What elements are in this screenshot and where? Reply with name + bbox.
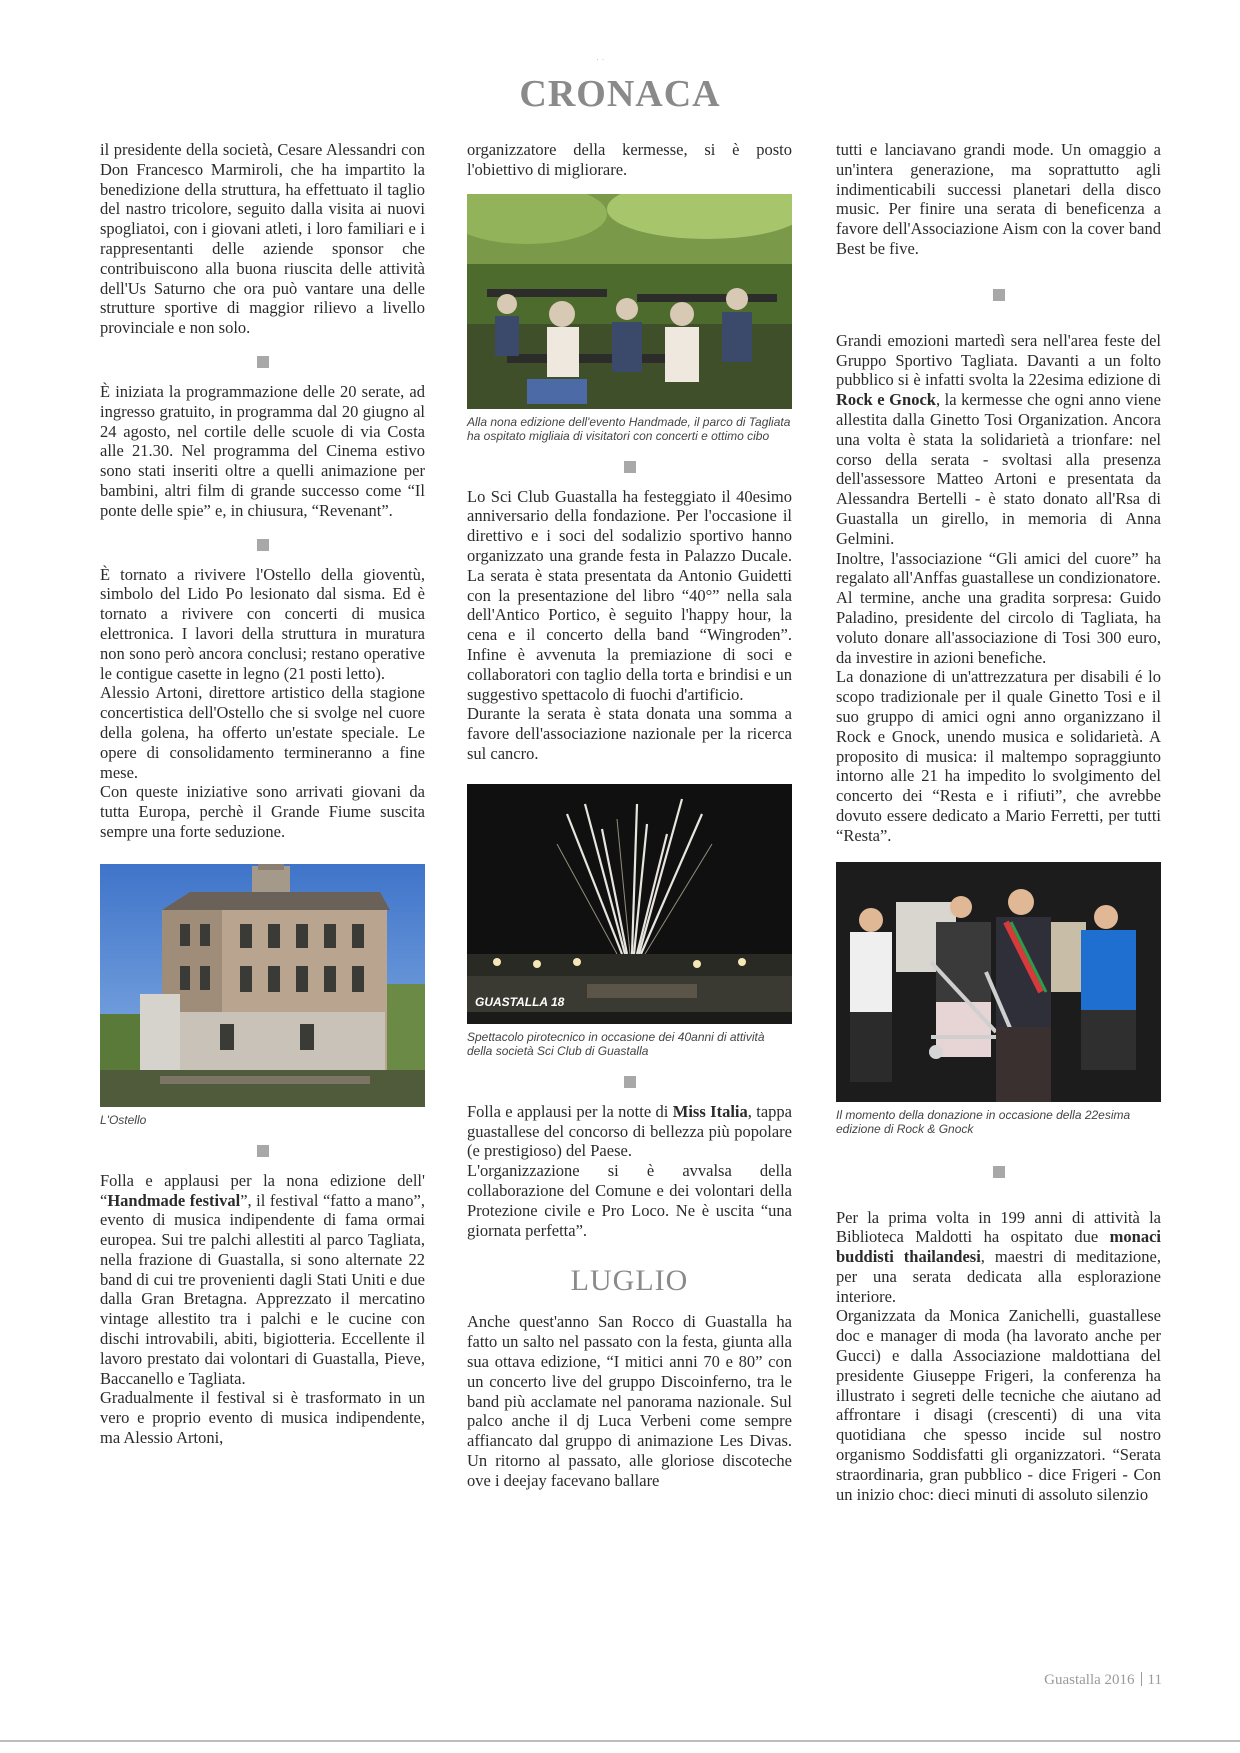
donation-group-image xyxy=(836,862,1161,1102)
article-paragraph: il presidente della società, Cesare Alessandri con Don Francesco Marmiroli, che ha impartito la benedizione della struttura, ha effettuato il taglio del nastro tricolore, seguito dalla visita ai nuovi spogliatoi, con i giovani atleti, i loro familiari e i rappresentanti delle aziende sponsor che contribuiscono alla buona riuscita delle attività dell'Us Saturno che ora può vantare una delle strutture sportive di maggior rilievo a livello provinciale e non solo. xyxy=(100,140,425,338)
column-3 xyxy=(836,140,1161,1504)
article-paragraph: È tornato a rivivere l'Ostello della gioventù, simbolo del Lido Po lesionato dal sisma. Ed è tornato a rivivere con concerti di musica elettronica. I lavori della struttura in muratura non sono però ancora conclusi; restano operative le contigue casette in legno (21 posti letto). xyxy=(100,564,425,683)
photo-caption: Il momento della donazione in occasione della 22esima edizione di Rock & Gnock xyxy=(836,1107,1131,1136)
highlight-name: Handmade festival xyxy=(107,1190,241,1210)
text-run: ”, il festival “fatto a mano”, evento di musica indipendente di fama ormai europea. Sui tre palchi allestiti al parco Tagliata, nella frazione di Guastalla, si sono alternate 22 band di cui tre provenienti dagli Stati Uniti e due dalla Gran Bretagna. Apprezzato il mercatino vintage allestito tra i palchi e le cucine con dischi introvabili, abiti, bigiotteria. Eccellente il lavoro prestato dai volontari di Guastalla, Pieve, Baccanello e Tagliata. xyxy=(100,1190,425,1388)
highlight-name: Miss Italia xyxy=(672,1101,748,1121)
photo-handmade-festival xyxy=(467,194,792,409)
photo-rock-gnock-donation xyxy=(836,862,1161,1102)
article-paragraph: La donazione di un'attrezzatura per disabili é lo scopo tradizionale per il quale Ginetto Tosi e il suo gruppo di amici ogni anno organizzano il Rock e Gnock, unendo musica e solidarietà. A proposito di musica: il maltempo sopraggiunto intorno alle 21 ha impedito lo svolgimento del concerto dei “Resta e i rifiuti”, che avrebbe dovuto essere dedicato a Mario Ferretti, per tutti “Resta”. xyxy=(836,667,1161,845)
column-1 xyxy=(100,140,425,1448)
article-paragraph: L'organizzazione si è avvalsa della collaborazione del Comune e dei volontari della Protezione civile e Pro Loco. Ne è uscita “una giornata perfetta”. xyxy=(467,1161,792,1240)
article-paragraph xyxy=(100,1171,425,1389)
section-separator xyxy=(993,289,1005,301)
section-title: CRONACA xyxy=(519,73,721,115)
column-2 xyxy=(467,140,792,1491)
article-paragraph: Alessio Artoni, direttore artistico della stagione concertistica dell'Ostello che si svolge nel cuore della golena, ha offerto un'estate speciale. Le opere di consolidamento termineranno a fine mese. xyxy=(100,683,425,782)
article-paragraph: Gradualmente il festival si è trasformato in un vero e proprio evento di musica indipendente, ma Alessio Artoni, xyxy=(100,1388,425,1448)
article-paragraph: tutti e lanciavano grandi mode. Un omaggio a un'intera generazione, ma soprattutto agli indimenticabili successi planetari della disco music. Per finire una serata di beneficenza a favore dell'Associazione Aism con la cover band Best be five. xyxy=(836,140,1161,258)
text-run: , tappa guastallese del concorso di bellezza più popolare (e prestigioso) del Paese. xyxy=(467,1101,792,1161)
fireworks-image xyxy=(467,784,792,1024)
article-paragraph: Organizzata da Monica Zanichelli, guastallese doc e manager di moda (ha lavorato anche per Gucci) e dalla Associazione maldottiana del presidente Giuseppe Frigeri, la conferenza ha illustrato i segreti delle tecniche che aiutano ad affrontare i disagi (crescenti) di una vita quotidiana che spesso incide sul nostro organismo Soddisfatti gli organizzatori. “Serata straordinaria, gran pubblico - dice Frigeri - Con un inizio choc: dieci minuti di assoluto silenzio xyxy=(836,1306,1161,1504)
photo-ostello xyxy=(100,864,425,1107)
photo-overlay-text: GUASTALLA 18 xyxy=(475,994,565,1009)
ostello-building-image xyxy=(100,864,425,1107)
article-paragraph: Durante la serata è stata donata una somma a favore dell'associazione nazionale per la ricerca sul cancro. xyxy=(467,704,792,763)
text-run: , la kermesse che ogni anno viene allestita dalla Ginetto Tosi Organization. Ancora una volta è stata la solidarietà a trionfare: nel corso della serata - svoltasi alla presenza dell'assessore Matteo Artoni e presentata da Alessandra Bertelli - è stato donato all'Rsa di Guastalla un girello, in memoria di Anna Gelmini. xyxy=(836,390,1161,548)
section-separator xyxy=(624,461,636,473)
page-mark: · · xyxy=(596,54,605,64)
scan-edge-line xyxy=(0,1740,1240,1742)
article-paragraph: Inoltre, l'associazione “Gli amici del cuore” ha regalato all'Anffas guastallese un condizionatore. xyxy=(836,548,1161,588)
month-subheading: LUGLIO xyxy=(570,1264,689,1298)
highlight-name: Rock e Gnock xyxy=(836,390,936,410)
page-footer xyxy=(1044,1672,1162,1689)
section-separator xyxy=(257,356,269,368)
highlight-name: monaci buddisti thailandesi xyxy=(836,1227,1161,1267)
section-separator xyxy=(624,1076,636,1088)
article-paragraph: Al termine, anche una gradita sorpresa: Guido Paladino, presidente del circolo di Tagliata, ha voluto donare all'associazione di Tosi 300 euro, da investire in azioni benefiche. xyxy=(836,588,1161,667)
photo-caption: Alla nona edizione dell'evento Handmade, il parco di Tagliata ha ospitato migliaia di visitatori con concerti e ottimo cibo xyxy=(467,414,791,443)
section-separator xyxy=(257,539,269,551)
section-separator xyxy=(257,1145,269,1157)
footer-divider xyxy=(1141,1672,1142,1686)
photo-caption: L'Ostello xyxy=(100,1112,147,1127)
article-paragraph xyxy=(467,1102,792,1161)
festival-crowd-image xyxy=(467,194,792,409)
photo-caption: Spettacolo pirotecnico in occasione dei 40anni di attività della società Sci Club di Guastalla xyxy=(467,1029,765,1058)
text-run: , maestri di meditazione, per una serata dedicata alla esplorazione interiore. xyxy=(836,1247,1162,1306)
text-run: Per la prima volta in 199 anni di attività la Biblioteca Maldotti ha ospitato due xyxy=(836,1207,1161,1247)
article-paragraph: Anche quest'anno San Rocco di Guastalla ha fatto un salto nel passato con la festa, giunta alla sua ottava edizione, “I mitici anni 70 e 80” con un concerto live del gruppo Discoinferno, tra le band più acclamate nel panorama nazionale. Sul palco anche il dj Luca Verbeni come sempre affiancato dal gruppo di animazione Les Divas. Un ritorno al passato, alle gloriose discoteche ove i deejay facevano ballare xyxy=(467,1312,792,1490)
article-paragraph: Con queste iniziative sono arrivati giovani da tutta Europa, perchè il Grande Fiume suscita sempre una forte seduzione. xyxy=(100,782,425,841)
article-paragraph: È iniziata la programmazione delle 20 serate, ad ingresso gratuito, in programma dal 20 giugno al 24 agosto, nel cortile delle scuole di via Costa alle 21.30. Nel programma del Cinema estivo sono stati inseriti oltre a quelli animazione per bambini, altri film di grande successo come “Il ponte delle spie” e, in chiusura, “Revenant”. xyxy=(100,381,425,520)
page-number: 11 xyxy=(1147,1672,1162,1688)
article-paragraph: Lo Sci Club Guastalla ha festeggiato il 40esimo anniversario della fondazione. Per l'occasione il direttivo e i soci del sodalizio sportivo hanno organizzato una grande festa in Palazzo Ducale. La serata è stata presentata da Antonio Guidetti con la presentazione del libro “40°” nella sala dell'Antico Portico, è seguito l'happy hour, la cena e il concerto della band “Wingroden”. Infine è avvenuta la premiazione di soci e collaboratori con taglio della torta e brindisi e un suggestivo spettacolo di fuochi d'artificio. xyxy=(467,486,792,704)
text-run: Folla e applausi per la notte di xyxy=(467,1101,673,1121)
publication-name: Guastalla 2016 xyxy=(1044,1672,1135,1688)
photo-fireworks xyxy=(467,784,792,1024)
text-run: Folla e applausi per la nona edizione dell' “ xyxy=(100,1170,425,1210)
section-separator xyxy=(993,1166,1005,1178)
article-paragraph: organizzatore della kermesse, si è posto l'obiettivo di migliorare. xyxy=(467,140,792,179)
article-paragraph xyxy=(836,1208,1161,1307)
text-run: Grandi emozioni martedì sera nell'area feste del Gruppo Sportivo Tagliata. Davanti a un folto pubblico si è infatti svolta la 22esima edizione di xyxy=(836,330,1161,390)
article-paragraph xyxy=(836,331,1161,549)
